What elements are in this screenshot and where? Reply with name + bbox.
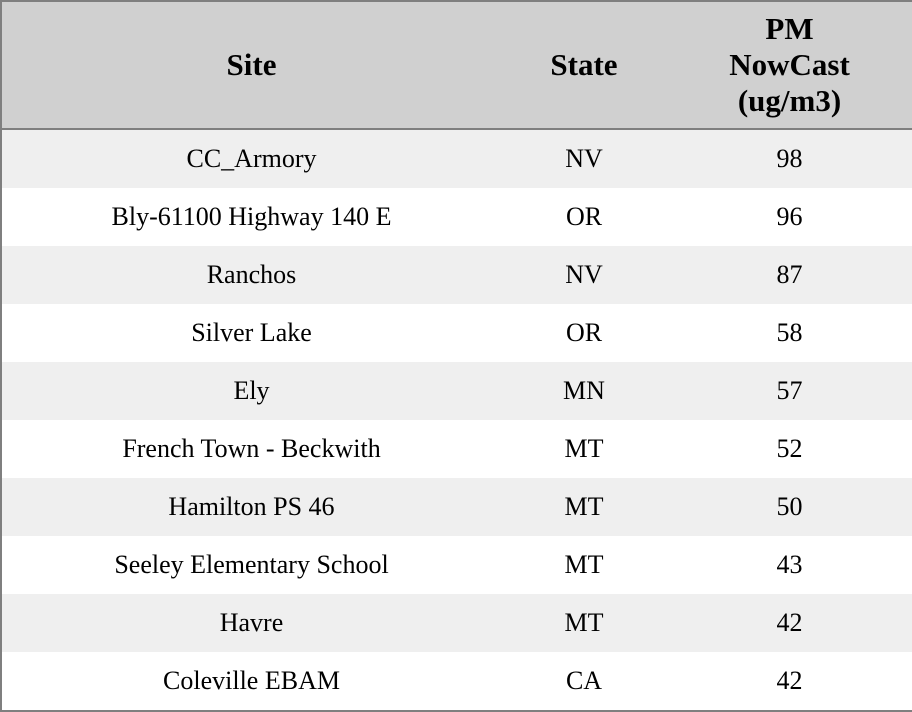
pm-value-cell: 42 <box>776 666 803 695</box>
table-row <box>1 129 912 188</box>
table-body <box>1 129 912 711</box>
pm-value-cell: 58 <box>776 318 803 347</box>
table-row <box>1 362 912 420</box>
pm-value-cell: 42 <box>776 608 803 637</box>
state-cell: OR <box>565 318 603 347</box>
state-cell: NV <box>565 144 603 173</box>
site-cell: Ranchos <box>206 260 297 289</box>
site-cell: Coleville EBAM <box>163 666 340 695</box>
pm-value-cell: 96 <box>776 202 803 231</box>
table-row <box>1 536 912 594</box>
column-header-pm-nowcast-label: PM NowCast (ug/m3) <box>729 11 850 118</box>
site-cell: Havre <box>219 608 284 637</box>
state-cell: MT <box>564 608 604 637</box>
state-cell: MT <box>564 550 604 579</box>
site-cell: Ely <box>233 376 270 405</box>
pm-value-cell: 52 <box>776 434 803 463</box>
site-cell: French Town - Beckwith <box>122 434 381 463</box>
pm-value-cell: 98 <box>776 144 803 173</box>
site-cell: Bly-61100 Highway 140 E <box>111 202 392 231</box>
table-row <box>1 304 912 362</box>
column-header-site: Site <box>1 1 501 129</box>
table-row <box>1 188 912 246</box>
table-header <box>1 1 912 129</box>
state-cell: NV <box>565 260 603 289</box>
table-row <box>1 652 912 711</box>
table-row <box>1 478 912 536</box>
pm-value-cell: 57 <box>776 376 803 405</box>
site-cell: Seeley Elementary School <box>114 550 389 579</box>
pm-value-cell: 87 <box>776 260 803 289</box>
state-cell: MT <box>564 434 604 463</box>
site-cell: Silver Lake <box>191 318 312 347</box>
table-row <box>1 246 912 304</box>
column-header-pm-nowcast <box>667 1 912 129</box>
state-cell: MN <box>563 376 605 405</box>
site-cell: Hamilton PS 46 <box>168 492 335 521</box>
pm-value-cell: 50 <box>776 492 803 521</box>
state-cell: CA <box>565 666 603 695</box>
column-header-state: State <box>501 1 667 129</box>
table-row <box>1 594 912 652</box>
header-row <box>1 1 912 129</box>
site-cell: CC_Armory <box>186 144 317 173</box>
state-cell: OR <box>565 202 603 231</box>
table-row <box>1 420 912 478</box>
state-cell: MT <box>564 492 604 521</box>
pm-value-cell: 43 <box>776 550 803 579</box>
